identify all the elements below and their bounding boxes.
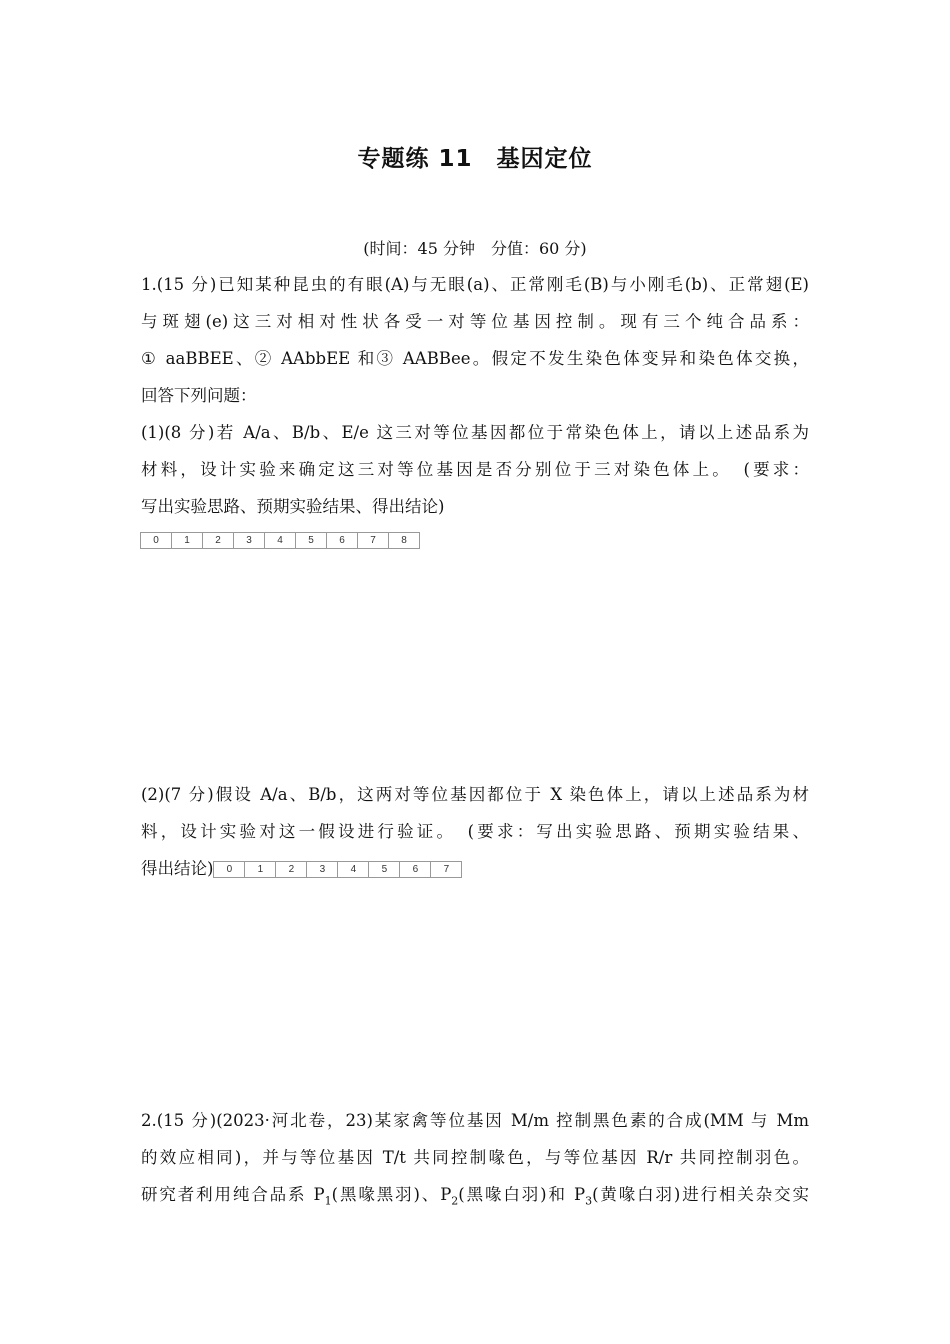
score-cell[interactable]: 7: [443, 864, 450, 875]
q1-line: 1.(15 分)已知某种昆虫的有眼(A)与无眼(a)、正常刚毛(B)与小刚毛(b)、正常翅(E): [141, 275, 809, 294]
score-cell[interactable]: 4: [265, 533, 296, 548]
score-cell[interactable]: 4: [338, 862, 369, 877]
q1-part1-line: (1)(8 分)若 A/a、B/b、E/e 这三对等位基因都位于常染色体上，请以上述品系为: [141, 423, 809, 442]
q1-line: 与斑翅(e)这三对相对性状各受一对等位基因控制。现有三个纯合品系：: [141, 312, 809, 331]
q1-part2-score-box: [213, 861, 462, 878]
score-cell[interactable]: 6: [327, 533, 358, 548]
question-2-stem: [141, 1102, 809, 1213]
time-score-info: (时间：45 分钟 分值：60 分): [363, 239, 587, 258]
q2-subscript: 1: [324, 1194, 332, 1208]
q2-text: (黑喙白羽)和 P: [458, 1185, 586, 1204]
score-cell[interactable]: 8: [401, 535, 407, 546]
score-cell[interactable]: 6: [400, 862, 431, 877]
score-cell[interactable]: 3: [234, 533, 265, 548]
page-title: 专题练 11 基因定位: [357, 146, 593, 172]
score-cell[interactable]: 1: [245, 862, 276, 877]
score-cell[interactable]: 5: [296, 533, 327, 548]
question-1-stem: [141, 266, 809, 414]
question-1-part-1: [141, 414, 809, 525]
score-cell[interactable]: 3: [307, 862, 338, 877]
question-1-part-2: [141, 776, 809, 887]
q1-part2-line: (2)(7 分)假设 A/a、B/b，这两对等位基因都位于 X 染色体上，请以上述品系为材: [141, 785, 809, 804]
score-cell[interactable]: 7: [358, 533, 389, 548]
q2-text: (黄喙白羽)进行相关杂交实: [592, 1185, 809, 1204]
q2-text: (黑喙黑羽)、P: [331, 1185, 452, 1204]
q1-line: 回答下列问题：: [141, 386, 257, 405]
q1-part2-line: 料，设计实验对这一假设进行验证。 (要求：写出实验思路、预期实验结果、: [141, 822, 809, 841]
q1-part2-line: 得出结论): [141, 859, 214, 878]
score-cell[interactable]: 1: [172, 533, 203, 548]
score-cell[interactable]: 2: [276, 862, 307, 877]
q2-line: [141, 1176, 809, 1213]
q1-part1-line: 写出实验思路、预期实验结果、得出结论): [141, 497, 445, 516]
q2-subscript: 2: [451, 1194, 459, 1208]
q1-part2-line-with-score: [141, 850, 809, 887]
score-cell[interactable]: 0: [214, 862, 245, 877]
q2-line: 的效应相同)，并与等位基因 T/t 共同控制喙色，与等位基因 R/r 共同控制羽色。: [141, 1148, 809, 1167]
q2-line: 2.(15 分)(2023·河北卷，23)某家禽等位基因 M/m 控制黑色素的合成(MM 与 Mm: [141, 1111, 809, 1130]
q2-subscript: 3: [585, 1194, 593, 1208]
score-cell[interactable]: 0: [141, 533, 172, 548]
q1-part1-line: 材料，设计实验来确定这三对等位基因是否分别位于三对染色体上。 (要求：: [141, 460, 809, 479]
q1-part1-score-box: [140, 530, 420, 549]
score-cell[interactable]: 5: [369, 862, 400, 877]
q1-line: ① aaBBEE、② AAbbEE 和③ AABBee。假定不发生染色体变异和染色体交换，: [141, 349, 809, 368]
q2-text: 研究者利用纯合品系 P: [141, 1185, 325, 1204]
score-cell[interactable]: 2: [203, 533, 234, 548]
